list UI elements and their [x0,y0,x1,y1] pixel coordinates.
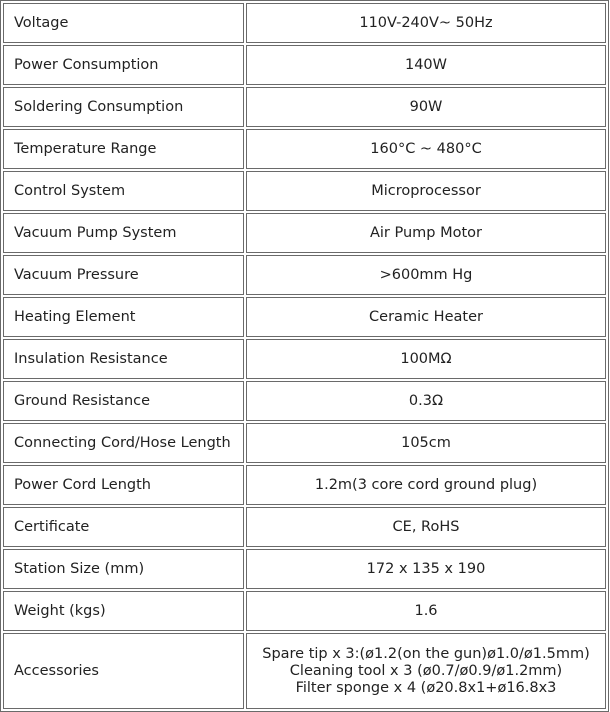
spec-label-vacuum-pressure: Vacuum Pressure [3,255,244,295]
spec-row-temperature-range [3,129,606,169]
spec-label-ground-resistance: Ground Resistance [3,381,244,421]
spec-row-station-size-mm [3,549,606,589]
spec-value-connecting-cord-hose-length: 105cm [246,423,606,463]
spec-label-connecting-cord-hose-length: Connecting Cord/Hose Length [3,423,244,463]
spec-label-heating-element: Heating Element [3,297,244,337]
spec-row-accessories [3,633,606,709]
accessory-line-filter-sponge: Filter sponge x 4 (ø20.8x1+ø16.8x3 [295,679,557,696]
spec-value-vacuum-pressure: >600mm Hg [246,255,606,295]
spec-label-power-cord-length: Power Cord Length [3,465,244,505]
spec-label-control-system: Control System [3,171,244,211]
spec-value-accessories [246,633,606,709]
spec-row-control-system [3,171,606,211]
spec-value-weight-kgs: 1.6 [246,591,606,631]
spec-value-certificate: CE, RoHS [246,507,606,547]
spec-row-vacuum-pressure [3,255,606,295]
spec-row-power-consumption [3,45,606,85]
spec-row-insulation-resistance [3,339,606,379]
spec-label-vacuum-pump-system: Vacuum Pump System [3,213,244,253]
spec-row-soldering-consumption [3,87,606,127]
spec-label-certificate: Certificate [3,507,244,547]
spec-value-vacuum-pump-system: Air Pump Motor [246,213,606,253]
spec-label-temperature-range: Temperature Range [3,129,244,169]
spec-row-heating-element [3,297,606,337]
spec-row-weight-kgs [3,591,606,631]
spec-value-temperature-range: 160°C ~ 480°C [246,129,606,169]
spec-row-connecting-cord-hose-length [3,423,606,463]
spec-value-power-cord-length: 1.2m(3 core cord ground plug) [246,465,606,505]
spec-label-weight-kgs: Weight (kgs) [3,591,244,631]
spec-value-ground-resistance: 0.3Ω [246,381,606,421]
accessory-line-spare-tip: Spare tip x 3:(ø1.2(on the gun)ø1.0/ø1.5mm) [262,645,590,662]
spec-value-heating-element: Ceramic Heater [246,297,606,337]
spec-value-soldering-consumption: 90W [246,87,606,127]
spec-row-vacuum-pump-system [3,213,606,253]
accessory-line-cleaning-tool: Cleaning tool x 3 (ø0.7/ø0.9/ø1.2mm) [289,662,563,679]
spec-value-voltage: 110V-240V~ 50Hz [246,3,606,43]
specifications-table-body [3,3,606,709]
spec-label-station-size-mm: Station Size (mm) [3,549,244,589]
spec-value-control-system: Microprocessor [246,171,606,211]
spec-value-station-size-mm: 172 x 135 x 190 [246,549,606,589]
spec-label-power-consumption: Power Consumption [3,45,244,85]
spec-value-power-consumption: 140W [246,45,606,85]
spec-label-insulation-resistance: Insulation Resistance [3,339,244,379]
spec-row-ground-resistance [3,381,606,421]
spec-row-voltage [3,3,606,43]
spec-row-certificate [3,507,606,547]
spec-label-soldering-consumption: Soldering Consumption [3,87,244,127]
spec-row-power-cord-length [3,465,606,505]
spec-label-accessories: Accessories [3,633,244,709]
spec-label-voltage: Voltage [3,3,244,43]
spec-value-insulation-resistance: 100MΩ [246,339,606,379]
